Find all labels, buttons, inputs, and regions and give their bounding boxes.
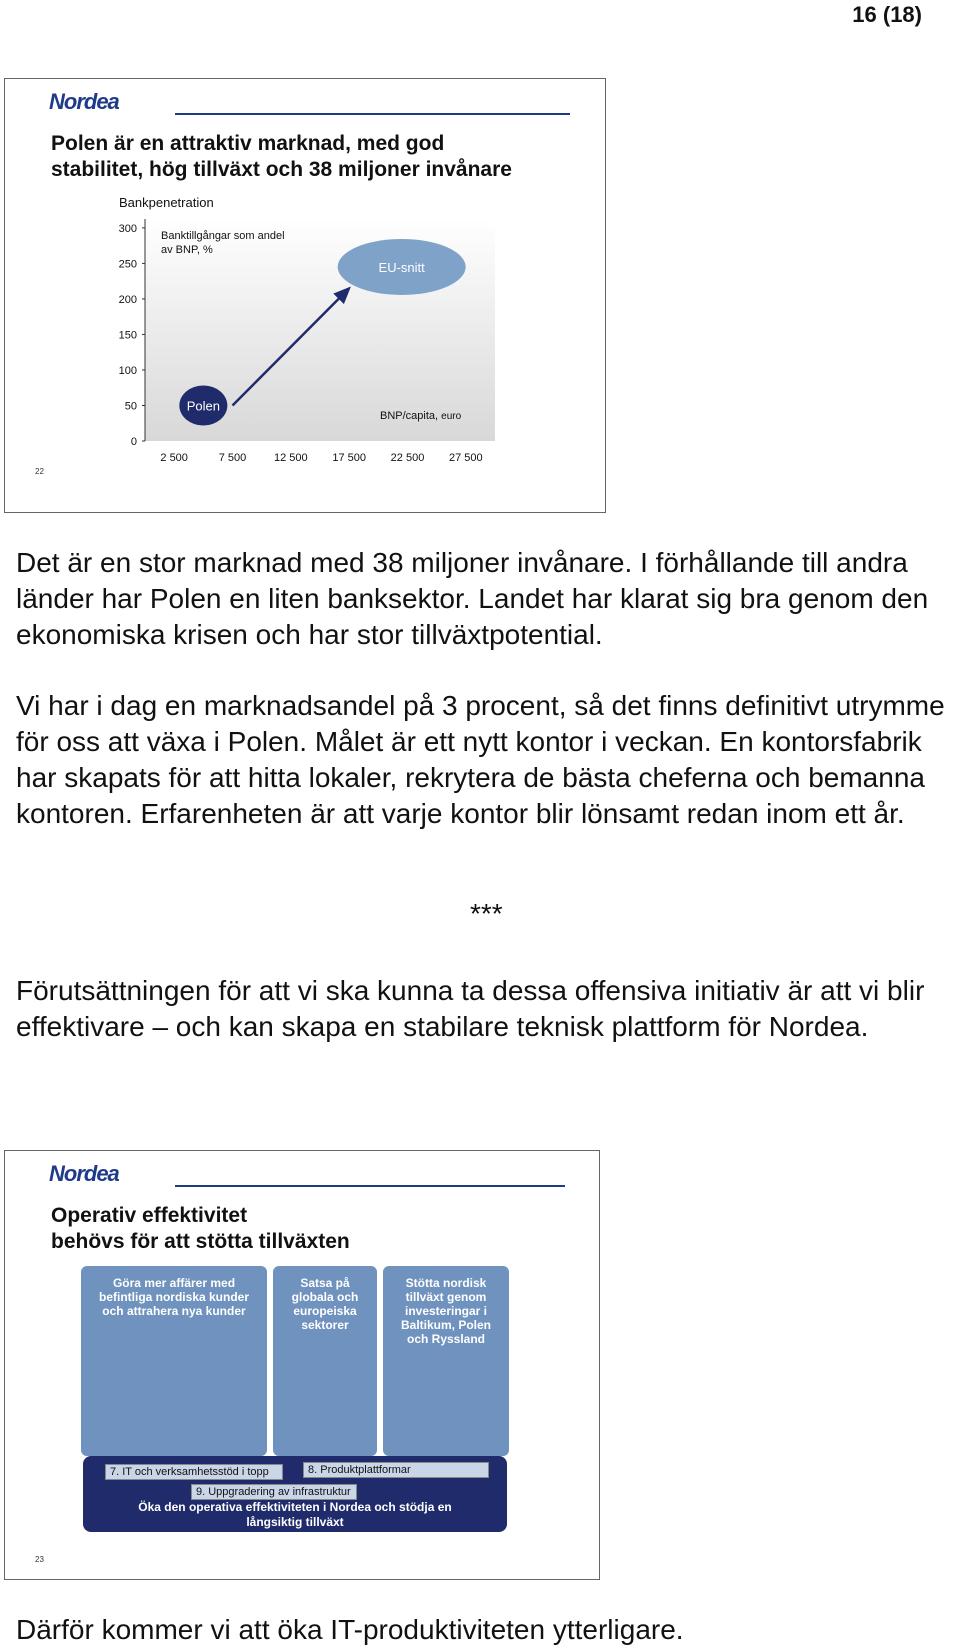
y-tick-label: 150 xyxy=(118,329,137,342)
nordea-logo: Nordea xyxy=(49,89,119,114)
slide-title-line-2: behövs för att stötta tillväxten xyxy=(51,1230,350,1253)
slide-title xyxy=(51,1203,350,1255)
tag-uppgradering-infrastruktur: 9. Uppgradering av infrastruktur xyxy=(191,1484,357,1500)
x-tick-label: 22 500 xyxy=(390,452,425,464)
page-number: 16 (18) xyxy=(852,2,922,27)
x-tick-label: 12 500 xyxy=(274,452,308,464)
y-axis-label-line-2: av BNP, % xyxy=(161,244,213,256)
x-tick-label: 17 500 xyxy=(332,452,366,464)
y-tick-label: 200 xyxy=(118,293,137,306)
slide-title-line-2: stabilitet, hög tillväxt och 38 miljoner invånare xyxy=(51,158,512,181)
paragraph-2: Vi har i dag en marknadsandel på 3 procent, så det finns definitivt utrymme för oss att växa i Polen. Målet är ett nytt kontor i veckan. En kontorsfabrik har skapats för att hitta lokaler, rekrytera de bästa cheferna och bemanna kontoren. Erfarenheten är att varje kontor blir lönsamt redan inom ett år. xyxy=(16,690,945,829)
bank-penetration-chart xyxy=(105,209,525,499)
logo-rule xyxy=(175,113,570,115)
x-axis-label xyxy=(380,410,462,422)
y-tick-label: 300 xyxy=(118,222,137,235)
logo-rule xyxy=(175,1185,565,1187)
paragraph-4: Därför kommer vi att öka IT-produktiviteten ytterligare. xyxy=(16,1614,684,1645)
x-tick-label: 27 500 xyxy=(449,452,483,464)
slide-number: 22 xyxy=(35,467,44,476)
paragraph-1: Det är en stor marknad med 38 miljoner invånare. I förhållande till andra länder har Polen en liten banksektor. Landet har klarat sig bra genom den ekonomiska krisen och har stor tillväxtpotential. xyxy=(16,547,929,650)
x-axis-label-unit: euro xyxy=(441,411,462,422)
polen-label: Polen xyxy=(186,398,220,414)
operational-efficiency-band xyxy=(83,1456,507,1532)
pillar-baltic-poland-russia: Stötta nordisk tillväxt genom investeringar i Baltikum, Polen och Ryssland xyxy=(383,1266,509,1456)
slide-polen xyxy=(4,78,606,513)
pillar-nordic-customers: Göra mer affärer med befintliga nordiska kunder och attrahera nya kunder xyxy=(81,1266,267,1456)
band-text: Öka den operativa effektiviteten i Nordea och stödja en långsiktig tillväxt xyxy=(138,1500,452,1529)
x-tick-label: 2 500 xyxy=(160,452,188,464)
slide-title-line-1: Polen är en attraktiv marknad, med god xyxy=(51,132,445,155)
section-separator: *** xyxy=(470,898,503,929)
slide-title-line-1: Operativ effektivitet xyxy=(51,1204,248,1227)
x-tick-label: 7 500 xyxy=(218,452,247,464)
paragraph-3: Förutsättningen för att vi ska kunna ta dessa offensiva initiativ är att vi blir effektivare – och kan skapa en stabilare teknisk plattform för Nordea. xyxy=(16,975,925,1042)
y-axis-label-line-1: Banktillgångar som andel xyxy=(161,230,285,242)
nordea-logo: Nordea xyxy=(49,1161,119,1186)
eu-average-label: EU-snitt xyxy=(378,259,425,275)
slide-title xyxy=(51,131,512,183)
slide-number: 23 xyxy=(35,1555,44,1564)
pillar-global-sectors: Satsa på globala och europeiska sektorer xyxy=(273,1266,377,1456)
tag-produktplattformar: 8. Produktplattformar xyxy=(303,1462,489,1478)
chart-title: Bankpenetration xyxy=(119,195,214,210)
y-tick-label: 50 xyxy=(124,400,137,413)
y-tick-label: 100 xyxy=(118,364,137,377)
tag-it-verksamhetsstod: 7. IT och verksamhetsstöd i topp xyxy=(105,1464,283,1480)
y-tick-label: 250 xyxy=(118,258,137,271)
y-tick-label: 0 xyxy=(130,436,137,448)
x-axis-label-main: BNP/capita, xyxy=(380,410,439,422)
slide-operativ-effektivitet xyxy=(4,1150,600,1580)
